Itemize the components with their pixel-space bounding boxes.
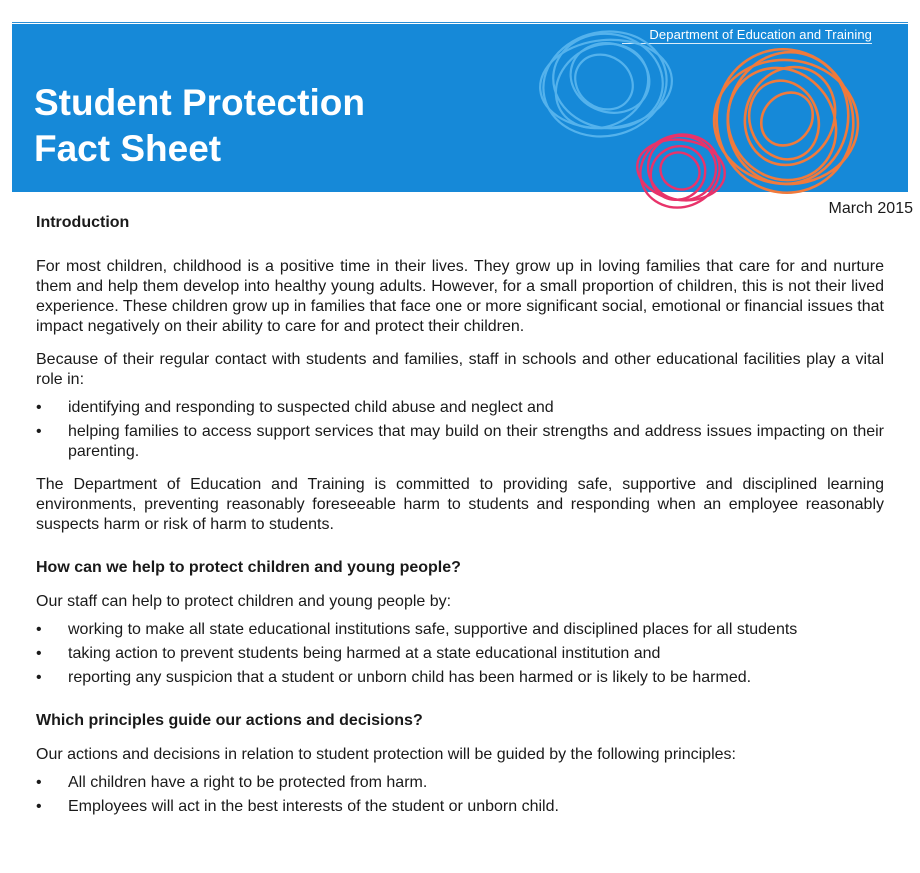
bullet-icon: • bbox=[36, 798, 42, 815]
list-item: • helping families to access support services that may build on their strengths and address issues impacting on their parenting. bbox=[36, 423, 884, 460]
bullet-icon: • bbox=[36, 399, 42, 416]
intro-paragraph-3: The Department of Education and Training is committed to providing safe, supportive and disciplined learning environments, preventing reasonably foreseeable harm to students and responding when an employee reasonably suspects harm or risk of harm to students. bbox=[36, 476, 884, 533]
decorative-swirl-graphic bbox=[530, 26, 910, 226]
publication-date: March 2015 bbox=[828, 200, 913, 217]
title-line-2: Fact Sheet bbox=[34, 128, 222, 169]
list-item: • All children have a right to be protected from harm. bbox=[36, 774, 428, 791]
intro-bullet-list bbox=[36, 398, 884, 462]
bullet-icon: • bbox=[36, 669, 42, 686]
principles-paragraph-1: Our actions and decisions in relation to student protection will be guided by the following principles: bbox=[36, 746, 736, 763]
principles-bullet-list bbox=[36, 773, 884, 817]
document-body bbox=[36, 212, 884, 821]
heading-principles: Which principles guide our actions and decisions? bbox=[36, 712, 423, 729]
bullet-icon: • bbox=[36, 423, 42, 440]
intro-paragraph-1: For most children, childhood is a positive time in their lives. They grow up in loving families that care for and nurture them and help them develop into healthy young adults. However, for a small proportion of children, this is not their lived experience. These children grow up in families that face one or more significant social, emotional or financial issues that impact negatively on their ability to care for and protect their children. bbox=[36, 258, 884, 335]
list-item: • taking action to prevent students being harmed at a state educational institution and bbox=[36, 645, 661, 662]
list-item: • identifying and responding to suspected child abuse and neglect and bbox=[36, 399, 554, 416]
bullet-icon: • bbox=[36, 645, 42, 662]
list-item: • Employees will act in the best interests of the student or unborn child. bbox=[36, 798, 559, 815]
bullet-icon: • bbox=[36, 774, 42, 791]
page-title bbox=[34, 80, 365, 172]
list-item: • reporting any suspicion that a student or unborn child has been harmed or is likely to be harmed. bbox=[36, 669, 752, 686]
heading-how-can-we-help: How can we help to protect children and young people? bbox=[36, 559, 461, 576]
help-paragraph-1: Our staff can help to protect children and young people by: bbox=[36, 593, 452, 610]
bullet-icon: • bbox=[36, 621, 42, 638]
list-item: • working to make all state educational institutions safe, supportive and disciplined places for all students bbox=[36, 621, 798, 638]
top-rule bbox=[12, 22, 908, 23]
department-name: Department of Education and Training bbox=[649, 27, 872, 42]
intro-paragraph-2: Because of their regular contact with students and families, staff in schools and other educational facilities play a vital role in: bbox=[36, 351, 884, 388]
heading-introduction: Introduction bbox=[36, 214, 130, 231]
help-bullet-list bbox=[36, 620, 884, 688]
title-line-1: Student Protection bbox=[34, 82, 365, 123]
